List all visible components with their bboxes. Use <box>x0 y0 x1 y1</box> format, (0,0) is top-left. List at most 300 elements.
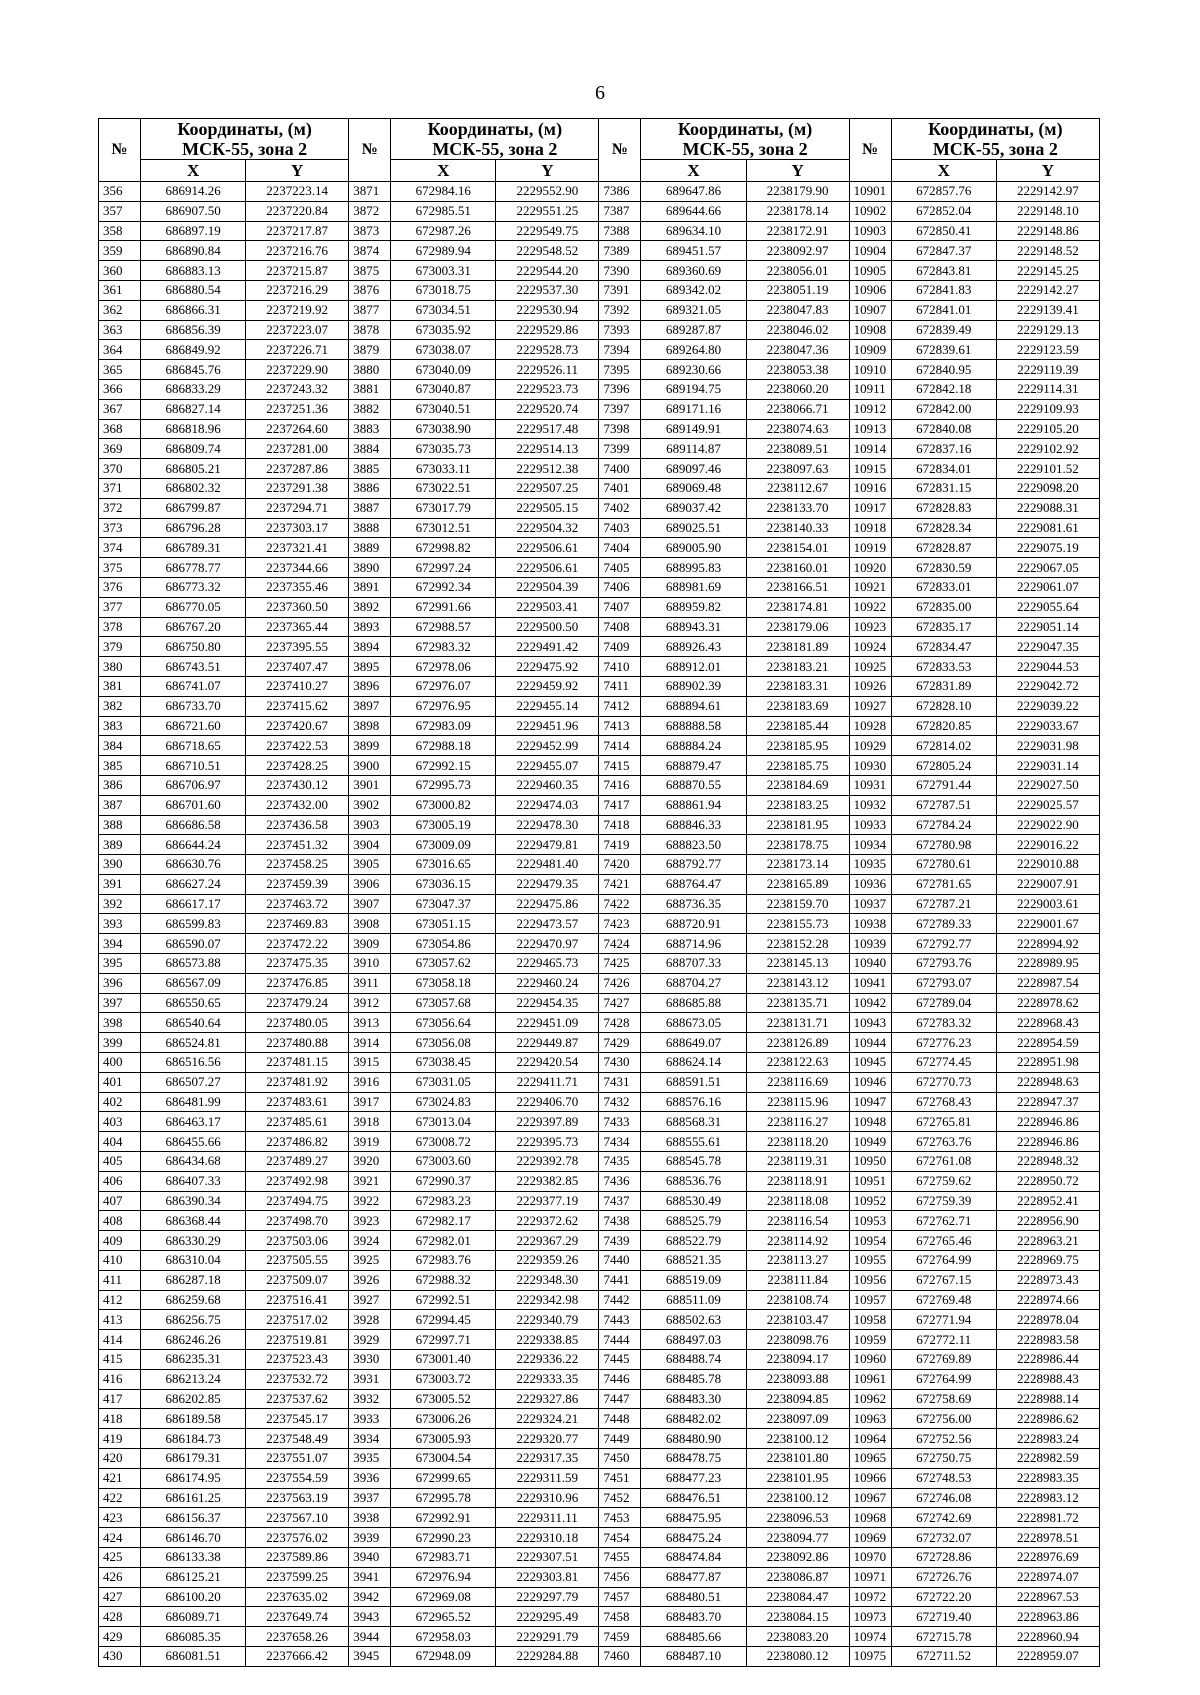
table-row <box>99 775 1100 795</box>
y-coordinate: 2228954.59 <box>996 1033 1099 1053</box>
x-coordinate: 688480.51 <box>641 1587 746 1607</box>
x-coordinate: 672965.52 <box>391 1607 496 1627</box>
x-coordinate: 673003.60 <box>391 1152 496 1172</box>
y-coordinate: 2237422.53 <box>246 736 349 756</box>
point-number: 10923 <box>849 617 891 637</box>
x-coordinate: 672958.03 <box>391 1627 496 1647</box>
y-coordinate: 2238100.12 <box>746 1429 849 1449</box>
point-number: 373 <box>99 518 141 538</box>
point-number: 7460 <box>599 1646 641 1666</box>
x-coordinate: 672789.33 <box>891 914 996 934</box>
x-coordinate: 672992.34 <box>391 577 496 597</box>
point-number: 3919 <box>349 1132 391 1152</box>
point-number: 10932 <box>849 795 891 815</box>
point-number: 384 <box>99 736 141 756</box>
x-coordinate: 673001.40 <box>391 1350 496 1370</box>
y-coordinate: 2228983.58 <box>996 1330 1099 1350</box>
y-coordinate: 2229514.13 <box>496 439 599 459</box>
coordinate-system: МСК-55, зона 2 <box>432 139 558 159</box>
y-coordinate: 2238178.75 <box>746 835 849 855</box>
column-header-coordinates <box>391 119 599 160</box>
point-number: 374 <box>99 538 141 558</box>
y-coordinate: 2229552.90 <box>496 182 599 202</box>
y-coordinate: 2229031.14 <box>996 756 1099 776</box>
x-coordinate: 686802.32 <box>141 478 246 498</box>
y-coordinate: 2228947.37 <box>996 1092 1099 1112</box>
y-coordinate: 2229119.39 <box>996 360 1099 380</box>
point-number: 425 <box>99 1547 141 1567</box>
point-number: 7426 <box>599 973 641 993</box>
x-coordinate: 688502.63 <box>641 1310 746 1330</box>
x-coordinate: 672982.17 <box>391 1211 496 1231</box>
y-coordinate: 2237459.39 <box>246 874 349 894</box>
point-number: 379 <box>99 637 141 657</box>
point-number: 10927 <box>849 696 891 716</box>
y-coordinate: 2228950.72 <box>996 1171 1099 1191</box>
point-number: 7444 <box>599 1330 641 1350</box>
x-coordinate: 672990.37 <box>391 1171 496 1191</box>
column-header-number: № <box>599 119 641 182</box>
x-coordinate: 673009.09 <box>391 835 496 855</box>
point-number: 10901 <box>849 182 891 202</box>
y-coordinate: 2228956.90 <box>996 1211 1099 1231</box>
y-coordinate: 2237226.71 <box>246 340 349 360</box>
x-coordinate: 688902.39 <box>641 676 746 696</box>
x-coordinate: 672784.24 <box>891 815 996 835</box>
table-row <box>99 1429 1100 1449</box>
y-coordinate: 2229310.18 <box>496 1528 599 1548</box>
y-coordinate: 2229528.73 <box>496 340 599 360</box>
table-row <box>99 1290 1100 1310</box>
point-number: 3937 <box>349 1488 391 1508</box>
x-coordinate: 672992.91 <box>391 1508 496 1528</box>
point-number: 3910 <box>349 954 391 974</box>
coordinates-table <box>98 118 1100 1667</box>
point-number: 3915 <box>349 1053 391 1073</box>
x-coordinate: 672769.48 <box>891 1290 996 1310</box>
x-coordinate: 686796.28 <box>141 518 246 538</box>
x-coordinate: 688591.51 <box>641 1072 746 1092</box>
y-coordinate: 2238066.71 <box>746 399 849 419</box>
x-coordinate: 672976.95 <box>391 696 496 716</box>
x-coordinate: 686721.60 <box>141 716 246 736</box>
x-coordinate: 688894.61 <box>641 696 746 716</box>
x-coordinate: 686880.54 <box>141 280 246 300</box>
y-coordinate: 2229474.03 <box>496 795 599 815</box>
x-coordinate: 686202.85 <box>141 1389 246 1409</box>
point-number: 10929 <box>849 736 891 756</box>
point-number: 386 <box>99 775 141 795</box>
point-number: 3876 <box>349 280 391 300</box>
point-number: 10920 <box>849 558 891 578</box>
point-number: 10960 <box>849 1350 891 1370</box>
column-header-coordinates <box>891 119 1099 160</box>
table-row <box>99 617 1100 637</box>
y-coordinate: 2229016.22 <box>996 835 1099 855</box>
point-number: 10910 <box>849 360 891 380</box>
table-row <box>99 1508 1100 1528</box>
point-number: 364 <box>99 340 141 360</box>
x-coordinate: 672780.98 <box>891 835 996 855</box>
point-number: 419 <box>99 1429 141 1449</box>
x-coordinate: 688478.75 <box>641 1449 746 1469</box>
table-row <box>99 1211 1100 1231</box>
table-row <box>99 1053 1100 1073</box>
y-coordinate: 2229088.31 <box>996 498 1099 518</box>
point-number: 7429 <box>599 1033 641 1053</box>
y-coordinate: 2237494.75 <box>246 1191 349 1211</box>
y-coordinate: 2237436.58 <box>246 815 349 835</box>
point-number: 7437 <box>599 1191 641 1211</box>
y-coordinate: 2238115.96 <box>746 1092 849 1112</box>
x-coordinate: 688483.70 <box>641 1607 746 1627</box>
point-number: 10963 <box>849 1409 891 1429</box>
point-number: 10954 <box>849 1231 891 1251</box>
point-number: 7388 <box>599 221 641 241</box>
x-coordinate: 672793.76 <box>891 954 996 974</box>
y-coordinate: 2237532.72 <box>246 1369 349 1389</box>
point-number: 7414 <box>599 736 641 756</box>
x-coordinate: 672833.01 <box>891 577 996 597</box>
y-coordinate: 2229460.35 <box>496 775 599 795</box>
point-number: 10941 <box>849 973 891 993</box>
table-row <box>99 1330 1100 1350</box>
point-number: 10958 <box>849 1310 891 1330</box>
x-coordinate: 688764.47 <box>641 874 746 894</box>
y-coordinate: 2237485.61 <box>246 1112 349 1132</box>
y-coordinate: 2237476.85 <box>246 973 349 993</box>
point-number: 7389 <box>599 241 641 261</box>
point-number: 10911 <box>849 379 891 399</box>
y-coordinate: 2229142.97 <box>996 182 1099 202</box>
table-row <box>99 855 1100 875</box>
point-number: 403 <box>99 1112 141 1132</box>
x-coordinate: 686481.99 <box>141 1092 246 1112</box>
point-number: 413 <box>99 1310 141 1330</box>
x-coordinate: 672762.71 <box>891 1211 996 1231</box>
point-number: 10937 <box>849 894 891 914</box>
y-coordinate: 2238160.01 <box>746 558 849 578</box>
y-coordinate: 2238094.77 <box>746 1528 849 1548</box>
x-coordinate: 686390.34 <box>141 1191 246 1211</box>
table-row <box>99 637 1100 657</box>
y-coordinate: 2229377.19 <box>496 1191 599 1211</box>
table-row <box>99 280 1100 300</box>
point-number: 7456 <box>599 1567 641 1587</box>
y-coordinate: 2237458.25 <box>246 855 349 875</box>
point-number: 3938 <box>349 1508 391 1528</box>
y-coordinate: 2229504.32 <box>496 518 599 538</box>
x-coordinate: 672976.07 <box>391 676 496 696</box>
point-number: 362 <box>99 300 141 320</box>
point-number: 7415 <box>599 756 641 776</box>
y-coordinate: 2238096.53 <box>746 1508 849 1528</box>
x-coordinate: 673012.51 <box>391 518 496 538</box>
y-coordinate: 2237509.07 <box>246 1270 349 1290</box>
y-coordinate: 2229010.88 <box>996 855 1099 875</box>
point-number: 7438 <box>599 1211 641 1231</box>
point-number: 10934 <box>849 835 891 855</box>
x-coordinate: 688720.91 <box>641 914 746 934</box>
y-coordinate: 2229114.31 <box>996 379 1099 399</box>
point-number: 7395 <box>599 360 641 380</box>
x-coordinate: 688521.35 <box>641 1251 746 1271</box>
table-row <box>99 1607 1100 1627</box>
y-coordinate: 2237215.87 <box>246 261 349 281</box>
y-coordinate: 2229007.91 <box>996 874 1099 894</box>
y-coordinate: 2228978.51 <box>996 1528 1099 1548</box>
point-number: 367 <box>99 399 141 419</box>
x-coordinate: 672820.85 <box>891 716 996 736</box>
x-coordinate: 672759.62 <box>891 1171 996 1191</box>
point-number: 7449 <box>599 1429 641 1449</box>
x-coordinate: 686310.04 <box>141 1251 246 1271</box>
point-number: 409 <box>99 1231 141 1251</box>
y-coordinate: 2238103.47 <box>746 1310 849 1330</box>
point-number: 3874 <box>349 241 391 261</box>
coordinates-title: Координаты, (м) <box>427 119 563 139</box>
y-coordinate: 2229336.22 <box>496 1350 599 1370</box>
point-number: 385 <box>99 756 141 776</box>
x-coordinate: 672719.40 <box>891 1607 996 1627</box>
y-coordinate: 2229505.15 <box>496 498 599 518</box>
y-coordinate: 2238172.91 <box>746 221 849 241</box>
y-coordinate: 2229475.92 <box>496 657 599 677</box>
point-number: 7431 <box>599 1072 641 1092</box>
x-coordinate: 686259.68 <box>141 1290 246 1310</box>
table-row <box>99 1132 1100 1152</box>
point-number: 10925 <box>849 657 891 677</box>
table-row <box>99 1369 1100 1389</box>
point-number: 3926 <box>349 1270 391 1290</box>
point-number: 10956 <box>849 1270 891 1290</box>
point-number: 10943 <box>849 1013 891 1033</box>
y-coordinate: 2237589.86 <box>246 1547 349 1567</box>
point-number: 363 <box>99 320 141 340</box>
table-row <box>99 1547 1100 1567</box>
x-coordinate: 686743.51 <box>141 657 246 677</box>
y-coordinate: 2228948.32 <box>996 1152 1099 1172</box>
point-number: 10975 <box>849 1646 891 1666</box>
y-coordinate: 2229479.35 <box>496 874 599 894</box>
y-coordinate: 2229333.35 <box>496 1369 599 1389</box>
y-coordinate: 2229042.72 <box>996 676 1099 696</box>
point-number: 3892 <box>349 597 391 617</box>
x-coordinate: 672976.94 <box>391 1567 496 1587</box>
point-number: 3900 <box>349 756 391 776</box>
point-number: 358 <box>99 221 141 241</box>
y-coordinate: 2238185.95 <box>746 736 849 756</box>
x-coordinate: 672840.08 <box>891 419 996 439</box>
point-number: 3917 <box>349 1092 391 1112</box>
table-row <box>99 558 1100 578</box>
point-number: 426 <box>99 1567 141 1587</box>
y-coordinate: 2238154.01 <box>746 538 849 558</box>
x-coordinate: 686434.68 <box>141 1152 246 1172</box>
x-coordinate: 672758.69 <box>891 1389 996 1409</box>
x-coordinate: 672833.53 <box>891 657 996 677</box>
x-coordinate: 686156.37 <box>141 1508 246 1528</box>
x-coordinate: 686767.20 <box>141 617 246 637</box>
x-coordinate: 686770.05 <box>141 597 246 617</box>
y-coordinate: 2238089.51 <box>746 439 849 459</box>
x-coordinate: 672988.57 <box>391 617 496 637</box>
x-coordinate: 686590.07 <box>141 934 246 954</box>
x-coordinate: 672828.87 <box>891 538 996 558</box>
point-number: 3896 <box>349 676 391 696</box>
y-coordinate: 2237519.81 <box>246 1330 349 1350</box>
point-number: 3871 <box>349 182 391 202</box>
x-coordinate: 672983.23 <box>391 1191 496 1211</box>
y-coordinate: 2237216.76 <box>246 241 349 261</box>
table-header <box>99 119 1100 182</box>
point-number: 7435 <box>599 1152 641 1172</box>
table-row <box>99 577 1100 597</box>
point-number: 429 <box>99 1627 141 1647</box>
x-coordinate: 672991.66 <box>391 597 496 617</box>
y-coordinate: 2229142.27 <box>996 280 1099 300</box>
y-coordinate: 2229291.79 <box>496 1627 599 1647</box>
y-coordinate: 2238140.33 <box>746 518 849 538</box>
y-coordinate: 2228974.07 <box>996 1567 1099 1587</box>
table-row <box>99 736 1100 756</box>
y-coordinate: 2238108.74 <box>746 1290 849 1310</box>
x-coordinate: 688624.14 <box>641 1053 746 1073</box>
x-coordinate: 673040.09 <box>391 360 496 380</box>
point-number: 3904 <box>349 835 391 855</box>
point-number: 3875 <box>349 261 391 281</box>
y-coordinate: 2229027.50 <box>996 775 1099 795</box>
y-coordinate: 2238173.14 <box>746 855 849 875</box>
table-row <box>99 1112 1100 1132</box>
point-number: 3897 <box>349 696 391 716</box>
x-coordinate: 686174.95 <box>141 1468 246 1488</box>
y-coordinate: 2238060.20 <box>746 379 849 399</box>
x-coordinate: 672997.71 <box>391 1330 496 1350</box>
y-coordinate: 2229411.71 <box>496 1072 599 1092</box>
x-coordinate: 672984.16 <box>391 182 496 202</box>
table-row <box>99 696 1100 716</box>
x-coordinate: 672995.78 <box>391 1488 496 1508</box>
table-row <box>99 1033 1100 1053</box>
x-coordinate: 673006.26 <box>391 1409 496 1429</box>
y-coordinate: 2238183.69 <box>746 696 849 716</box>
x-coordinate: 686706.97 <box>141 775 246 795</box>
y-coordinate: 2229512.38 <box>496 459 599 479</box>
point-number: 7452 <box>599 1488 641 1508</box>
y-coordinate: 2237428.25 <box>246 756 349 776</box>
x-coordinate: 688846.33 <box>641 815 746 835</box>
point-number: 7417 <box>599 795 641 815</box>
x-coordinate: 689342.02 <box>641 280 746 300</box>
point-number: 10945 <box>849 1053 891 1073</box>
point-number: 10969 <box>849 1528 891 1548</box>
x-coordinate: 672767.15 <box>891 1270 996 1290</box>
point-number: 3941 <box>349 1567 391 1587</box>
point-number: 3877 <box>349 300 391 320</box>
x-coordinate: 672847.37 <box>891 241 996 261</box>
y-coordinate: 2238118.20 <box>746 1132 849 1152</box>
y-coordinate: 2237281.00 <box>246 439 349 459</box>
y-coordinate: 2238097.09 <box>746 1409 849 1429</box>
point-number: 3924 <box>349 1231 391 1251</box>
point-number: 404 <box>99 1132 141 1152</box>
x-coordinate: 686890.84 <box>141 241 246 261</box>
x-coordinate: 689451.57 <box>641 241 746 261</box>
x-coordinate: 686213.24 <box>141 1369 246 1389</box>
x-coordinate: 686914.26 <box>141 182 246 202</box>
y-coordinate: 2238094.17 <box>746 1350 849 1370</box>
x-coordinate: 686907.50 <box>141 201 246 221</box>
x-coordinate: 686799.87 <box>141 498 246 518</box>
point-number: 361 <box>99 280 141 300</box>
y-coordinate: 2238179.06 <box>746 617 849 637</box>
y-coordinate: 2238181.95 <box>746 815 849 835</box>
table-row <box>99 439 1100 459</box>
point-number: 7434 <box>599 1132 641 1152</box>
x-coordinate: 672839.49 <box>891 320 996 340</box>
column-header-y: Y <box>246 160 349 182</box>
y-coordinate: 2229051.14 <box>996 617 1099 637</box>
y-coordinate: 2237287.86 <box>246 459 349 479</box>
table-row <box>99 459 1100 479</box>
point-number: 390 <box>99 855 141 875</box>
y-coordinate: 2229105.20 <box>996 419 1099 439</box>
y-coordinate: 2228967.53 <box>996 1587 1099 1607</box>
point-number: 10931 <box>849 775 891 795</box>
y-coordinate: 2229324.21 <box>496 1409 599 1429</box>
y-coordinate: 2229551.25 <box>496 201 599 221</box>
x-coordinate: 686805.21 <box>141 459 246 479</box>
point-number: 7397 <box>599 399 641 419</box>
y-coordinate: 2238046.02 <box>746 320 849 340</box>
point-number: 3882 <box>349 399 391 419</box>
x-coordinate: 686617.17 <box>141 894 246 914</box>
y-coordinate: 2229327.86 <box>496 1389 599 1409</box>
y-coordinate: 2238185.75 <box>746 756 849 776</box>
x-coordinate: 672793.07 <box>891 973 996 993</box>
x-coordinate: 672828.83 <box>891 498 996 518</box>
y-coordinate: 2229081.61 <box>996 518 1099 538</box>
x-coordinate: 688482.02 <box>641 1409 746 1429</box>
point-number: 10919 <box>849 538 891 558</box>
point-number: 10949 <box>849 1132 891 1152</box>
x-coordinate: 689171.16 <box>641 399 746 419</box>
x-coordinate: 673000.82 <box>391 795 496 815</box>
y-coordinate: 2229451.09 <box>496 1013 599 1033</box>
x-coordinate: 688474.84 <box>641 1547 746 1567</box>
point-number: 10904 <box>849 241 891 261</box>
y-coordinate: 2229397.89 <box>496 1112 599 1132</box>
point-number: 421 <box>99 1468 141 1488</box>
x-coordinate: 689644.66 <box>641 201 746 221</box>
x-coordinate: 686789.31 <box>141 538 246 558</box>
point-number: 375 <box>99 558 141 578</box>
y-coordinate: 2237463.72 <box>246 894 349 914</box>
y-coordinate: 2229101.52 <box>996 459 1099 479</box>
y-coordinate: 2229520.74 <box>496 399 599 419</box>
table-row <box>99 1171 1100 1191</box>
x-coordinate: 672978.06 <box>391 657 496 677</box>
table-row <box>99 1627 1100 1647</box>
point-number: 3887 <box>349 498 391 518</box>
x-coordinate: 673004.54 <box>391 1449 496 1469</box>
y-coordinate: 2237415.62 <box>246 696 349 716</box>
y-coordinate: 2229530.94 <box>496 300 599 320</box>
column-header-number: № <box>99 119 141 182</box>
x-coordinate: 689037.42 <box>641 498 746 518</box>
x-coordinate: 688477.23 <box>641 1468 746 1488</box>
